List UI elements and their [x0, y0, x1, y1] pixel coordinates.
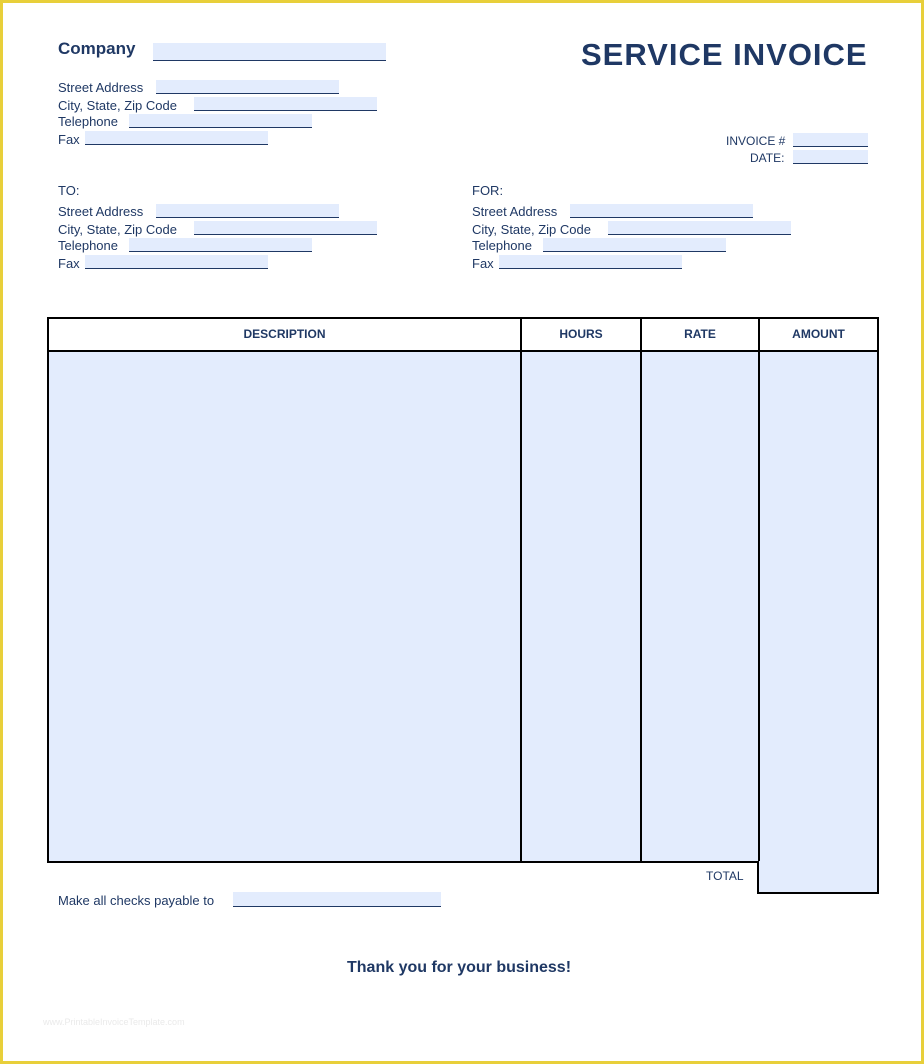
payable-field[interactable]: [233, 892, 441, 907]
hours-column-header: HOURS: [559, 327, 603, 341]
column-divider: [640, 319, 642, 861]
from-city-label: City, State, Zip Code: [58, 98, 177, 113]
invoice-number-field[interactable]: [793, 133, 868, 147]
payable-label: Make all checks payable to: [58, 893, 215, 908]
description-column-header: DESCRIPTION: [243, 327, 326, 341]
for-city-label: City, State, Zip Code: [472, 222, 591, 237]
total-label: TOTAL: [706, 869, 744, 883]
column-divider: [520, 319, 522, 861]
amount-column-header: AMOUNT: [792, 327, 845, 341]
for-heading: FOR:: [472, 183, 504, 198]
line-items-table: [47, 317, 879, 863]
to-city-field[interactable]: [194, 221, 377, 235]
for-fax-field[interactable]: [499, 255, 682, 269]
for-telephone-field[interactable]: [543, 238, 726, 252]
from-fax-label: Fax: [58, 132, 80, 147]
to-fax-field[interactable]: [85, 255, 268, 269]
from-street-field[interactable]: [156, 80, 339, 94]
description-column-body[interactable]: [49, 351, 521, 861]
company-field[interactable]: [153, 43, 386, 61]
date-label: DATE:: [750, 151, 785, 165]
company-label: Company: [58, 39, 136, 58]
for-fax-label: Fax: [472, 256, 494, 271]
from-telephone-field[interactable]: [129, 114, 312, 128]
total-field[interactable]: [757, 861, 879, 894]
to-city-label: City, State, Zip Code: [58, 222, 177, 237]
invoice-number-label: INVOICE #: [726, 134, 786, 148]
for-street-label: Street Address: [472, 204, 558, 219]
date-field[interactable]: [793, 150, 868, 164]
footer-note: www.PrintableInvoiceTemplate.com: [43, 1017, 185, 1027]
to-street-field[interactable]: [156, 204, 339, 218]
to-telephone-field[interactable]: [129, 238, 312, 252]
from-street-label: Street Address: [58, 80, 144, 95]
for-city-field[interactable]: [608, 221, 791, 235]
amount-column-body[interactable]: [759, 351, 877, 861]
for-street-field[interactable]: [570, 204, 753, 218]
to-heading: TO:: [58, 183, 80, 198]
from-fax-field[interactable]: [85, 131, 268, 145]
from-telephone-label: Telephone: [58, 114, 118, 129]
rate-column-body[interactable]: [641, 351, 759, 861]
to-telephone-label: Telephone: [58, 238, 118, 253]
page-title: SERVICE INVOICE: [581, 37, 868, 72]
from-city-field[interactable]: [194, 97, 377, 111]
to-fax-label: Fax: [58, 256, 80, 271]
to-street-label: Street Address: [58, 204, 144, 219]
hours-column-body[interactable]: [521, 351, 641, 861]
for-telephone-label: Telephone: [472, 238, 532, 253]
thank-you-message: Thank you for your business!: [347, 959, 572, 976]
rate-column-header: RATE: [684, 327, 716, 341]
column-divider: [758, 319, 760, 861]
header-divider: [49, 350, 877, 352]
